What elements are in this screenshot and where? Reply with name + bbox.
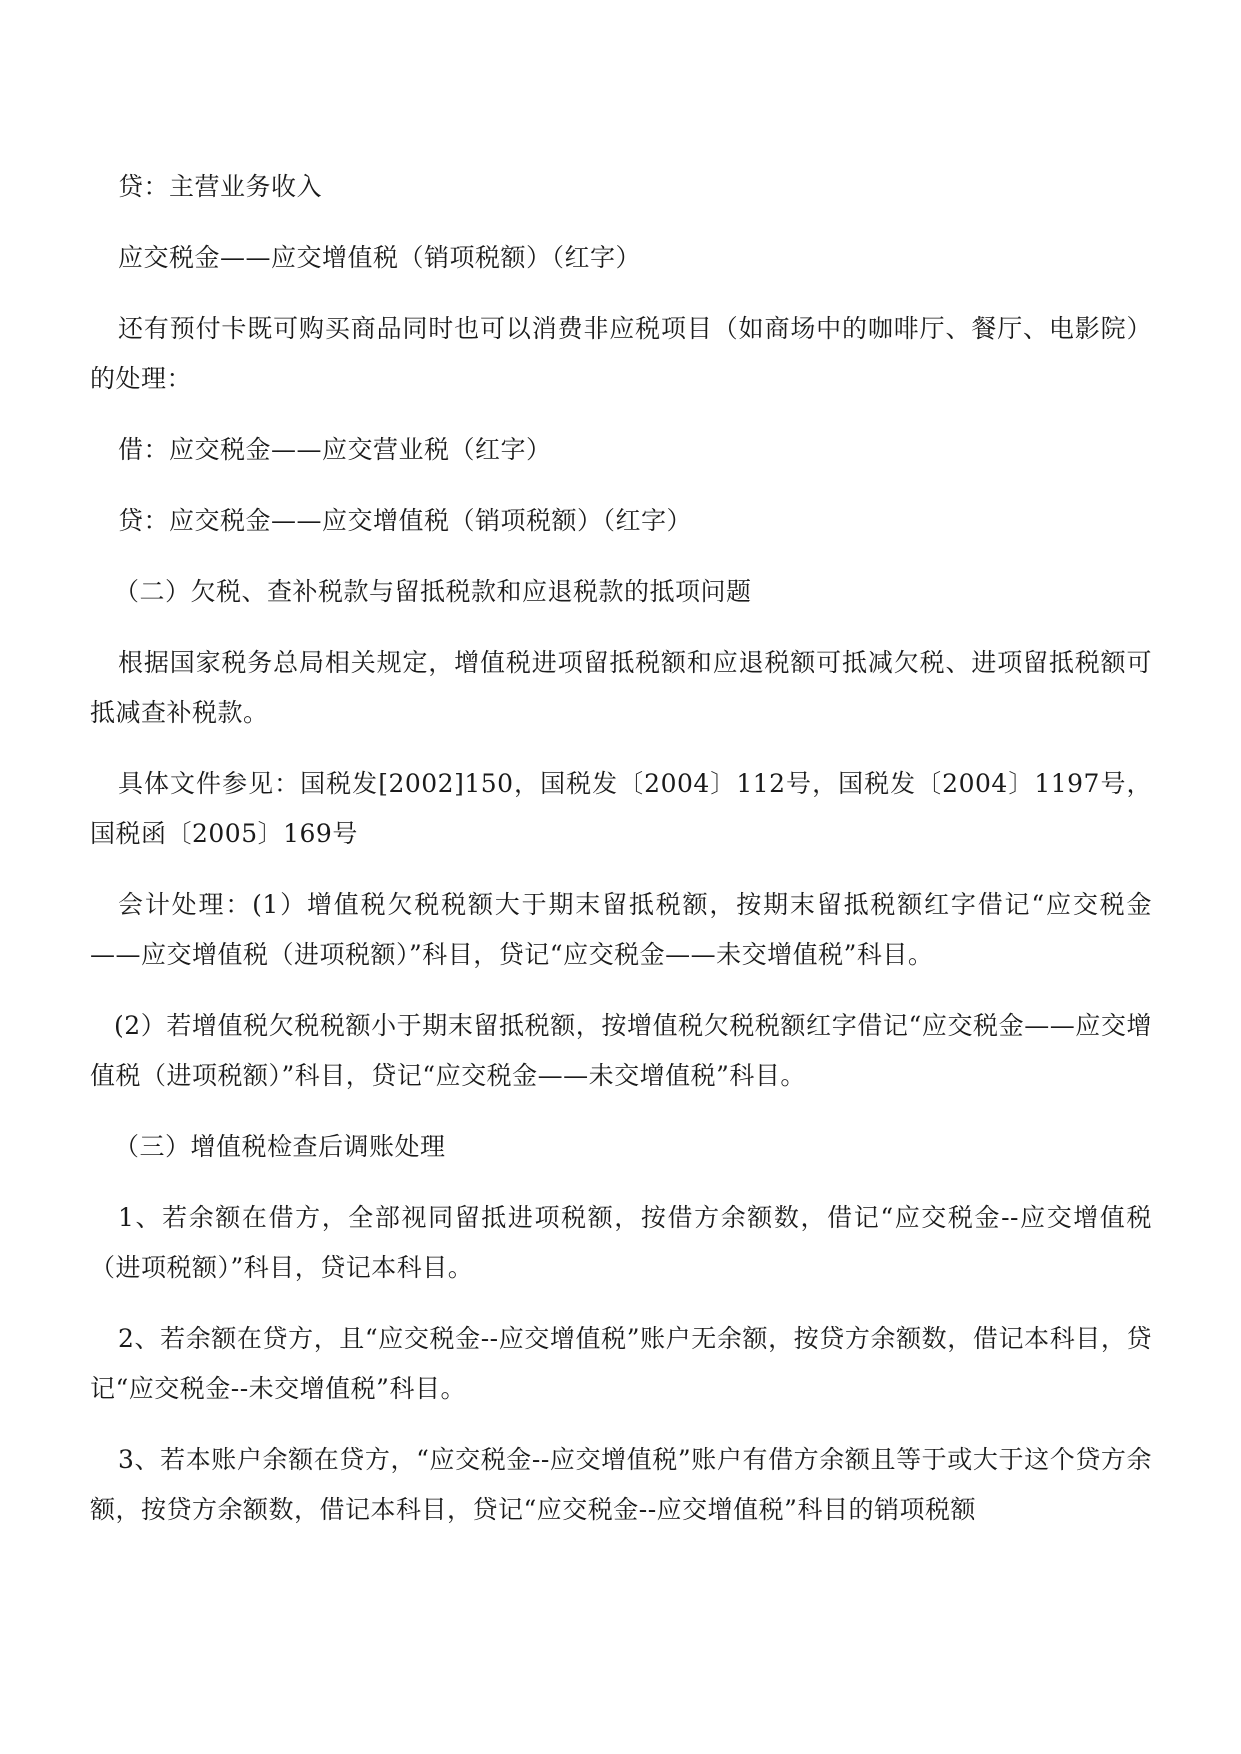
paragraph-adjust-2: 2、若余额在贷方，且“应交税金--应交增值税”账户无余额，按贷方余额数，借记本科目，贷记“应交税金--未交增值税”科目。 xyxy=(90,1324,1152,1403)
paragraph-credit-output-tax: 贷：应交税金——应交增值税（销项税额）（红字） xyxy=(118,506,693,535)
document-body xyxy=(90,162,1152,1556)
paragraph-debit-business-tax: 借：应交税金——应交营业税（红字） xyxy=(118,435,552,464)
paragraph-adjust-3: 3、若本账户余额在贷方，“应交税金--应交增值税”账户有借方余额且等于或大于这个贷方余额，按贷方余额数，借记本科目，贷记“应交税金--应交增值税”科目的销项税额 xyxy=(90,1445,1152,1524)
paragraph-documents-reference: 具体文件参见：国税发[2002]150，国税发〔2004〕112号，国税发〔2004〕1197号，国税函〔2005〕169号 xyxy=(90,769,1152,848)
paragraph-prepaid-card: 还有预付卡既可购买商品同时也可以消费非应税项目（如商场中的咖啡厅、餐厅、电影院）的处理： xyxy=(90,314,1152,393)
paragraph-credit-main-revenue: 贷：主营业务收入 xyxy=(118,172,323,201)
section-heading-2: （二）欠税、查补税款与留抵税款和应退税款的抵项问题 xyxy=(114,577,752,606)
paragraph-adjust-1: 1、若余额在借方，全部视同留抵进项税额，按借方余额数，借记“应交税金--应交增值税（进项税额）”科目，贷记本科目。 xyxy=(90,1203,1152,1282)
paragraph-regulation: 根据国家税务总局相关规定，增值税进项留抵税额和应退税额可抵减欠税、进项留抵税额可抵减查补税款。 xyxy=(90,648,1152,727)
section-heading-3: （三）增值税检查后调账处理 xyxy=(114,1132,446,1161)
paragraph-accounting-2: (2）若增值税欠税税额小于期末留抵税额，按增值税欠税税额红字借记“应交税金——应交增值税（进项税额）”科目，贷记“应交税金——未交增值税”科目。 xyxy=(90,1011,1152,1090)
paragraph-output-tax-red: 应交税金——应交增值税（销项税额）（红字） xyxy=(118,243,642,272)
paragraph-accounting-1: 会计处理：(1）增值税欠税税额大于期末留抵税额，按期末留抵税额红字借记“应交税金——应交增值税（进项税额）”科目，贷记“应交税金——未交增值税”科目。 xyxy=(90,890,1152,969)
